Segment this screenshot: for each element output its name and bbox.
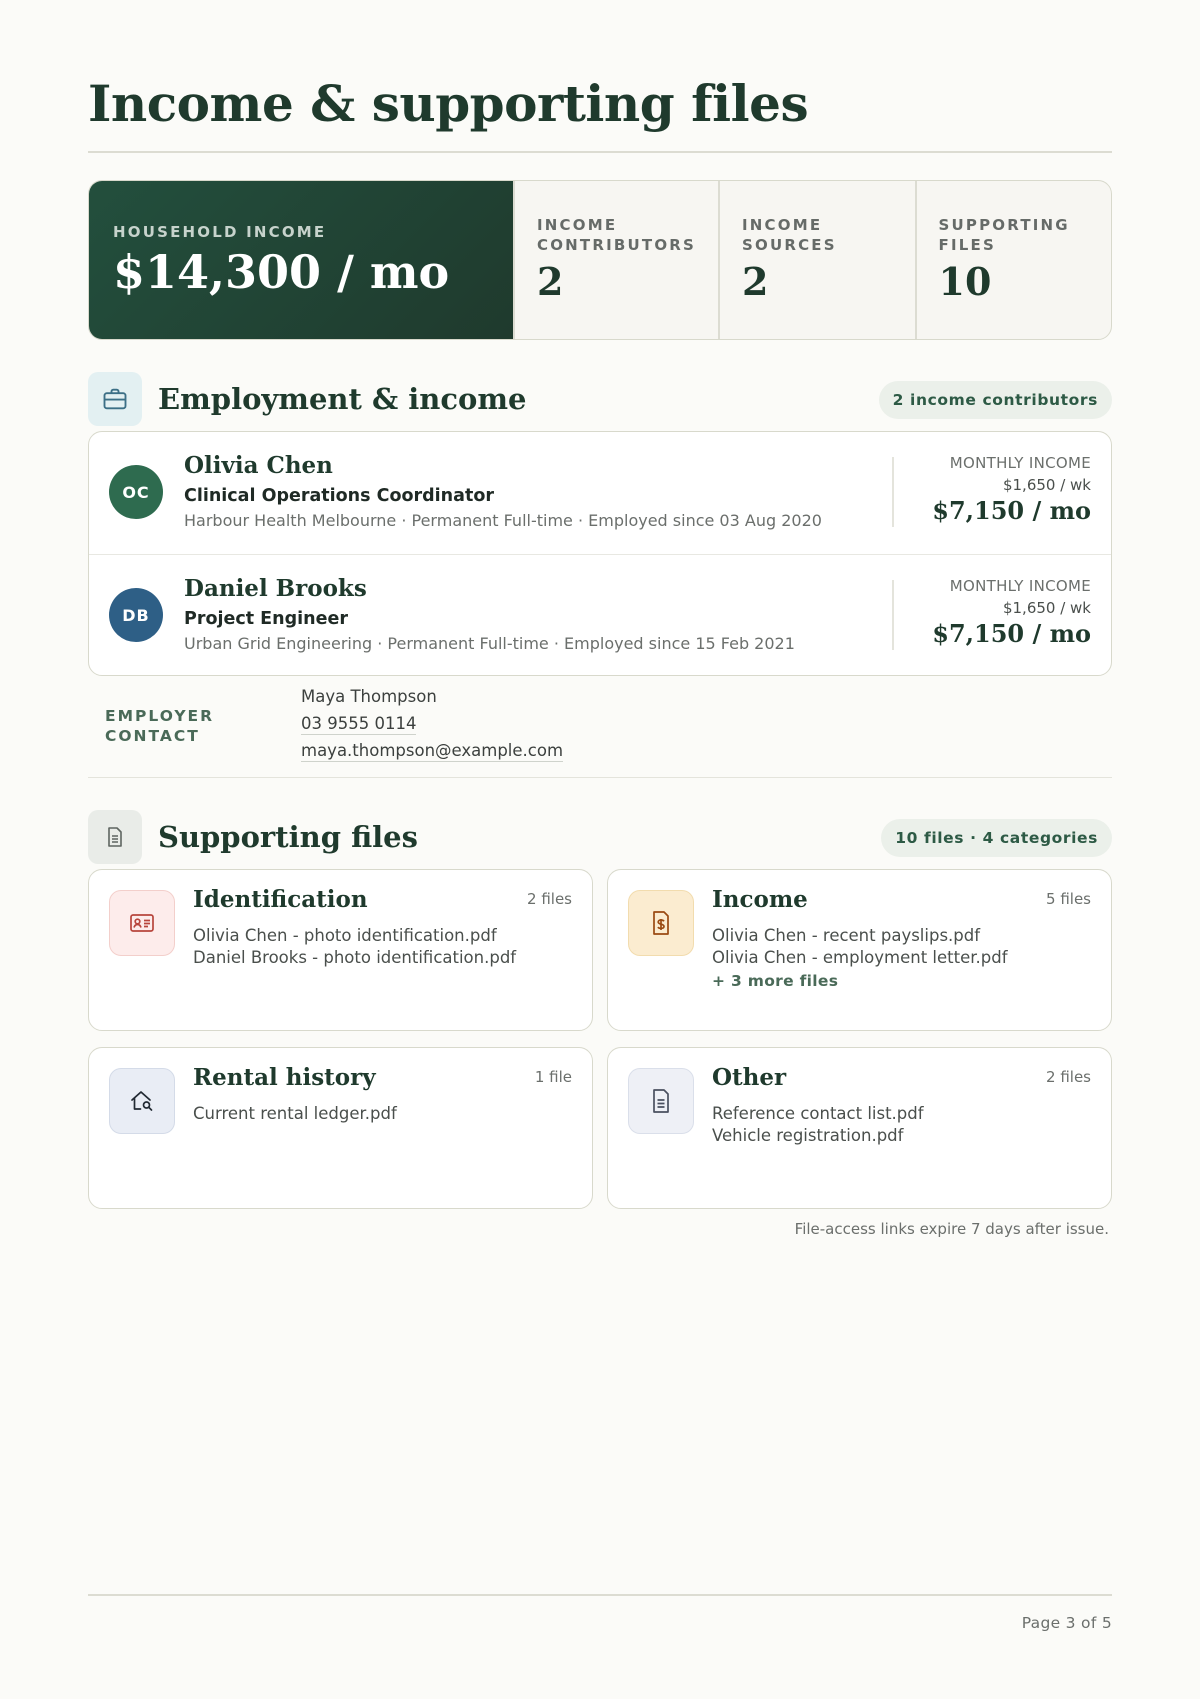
file-access-note: File-access links expire 7 days after issue. [794, 1220, 1109, 1238]
monthly-income-label: MONTHLY INCOME [949, 454, 1091, 472]
files-section-title: Supporting files [158, 820, 418, 854]
employment-card [88, 431, 1112, 676]
file-name[interactable]: Olivia Chen - photo identification.pdf [193, 926, 497, 945]
file-category-other[interactable] [607, 1047, 1112, 1209]
dollar-document-icon [628, 890, 694, 956]
avatar: OC [109, 465, 163, 519]
file-list [193, 1103, 397, 1125]
stat-value: 10 [938, 259, 992, 304]
avatar: DB [109, 588, 163, 642]
category-title: Income [712, 886, 808, 913]
stat-supporting-files [915, 181, 1112, 339]
stat-income-sources [718, 181, 915, 339]
document-icon [628, 1068, 694, 1134]
monthly-income-block [932, 577, 1091, 648]
file-count: 1 file [534, 1068, 572, 1086]
weekly-income: $1,650 / wk [1002, 599, 1091, 617]
employment-section-title: Employment & income [158, 382, 527, 416]
document-icon [88, 810, 142, 864]
files-section-header [88, 810, 1112, 866]
file-count: 2 files [527, 890, 572, 908]
stat-value: 2 [537, 259, 564, 304]
person-role: Clinical Operations Coordinator [184, 486, 494, 506]
category-title: Other [712, 1064, 787, 1091]
contact-name: Maya Thompson [301, 687, 437, 706]
page [88, 0, 1112, 1699]
file-name[interactable]: Olivia Chen - employment letter.pdf [712, 948, 1008, 967]
household-income-value: $14,300 / mo [113, 245, 450, 299]
employer-contact-label: EMPLOYER CONTACT [105, 707, 215, 745]
category-title: Rental history [193, 1064, 376, 1091]
file-name[interactable]: Olivia Chen - recent payslips.pdf [712, 926, 981, 945]
page-number: Page 3 of 5 [1021, 1614, 1112, 1632]
category-title: Identification [193, 886, 368, 913]
file-category-income[interactable] [607, 869, 1112, 1031]
page-title: Income & supporting files [88, 74, 809, 133]
files-badge: 10 files · 4 categories [881, 819, 1112, 857]
household-income-tile [89, 181, 513, 339]
monthly-income: $7,150 / mo [932, 496, 1091, 525]
id-card-icon [109, 890, 175, 956]
file-count: 2 files [1046, 1068, 1091, 1086]
file-list [712, 925, 1008, 992]
weekly-income: $1,650 / wk [1002, 476, 1091, 494]
person-role: Project Engineer [184, 609, 348, 629]
employment-details: Urban Grid Engineering · Permanent Full-time · Employed since 15 Feb 2021 [184, 634, 795, 653]
income-summary [88, 180, 1112, 340]
footer-divider [88, 1594, 1112, 1596]
file-name[interactable]: Reference contact list.pdf [712, 1104, 924, 1123]
household-income-label: HOUSEHOLD INCOME [113, 223, 327, 241]
file-list [712, 1103, 924, 1147]
house-search-icon [109, 1068, 175, 1134]
stat-value: 2 [742, 259, 769, 304]
employment-details: Harbour Health Melbourne · Permanent Full-time · Employed since 03 Aug 2020 [184, 511, 822, 530]
stat-label: SUPPORTING FILES [938, 216, 1070, 254]
stat-income-contributors [513, 181, 718, 339]
contact-email-link[interactable]: maya.thompson@example.com [301, 741, 564, 760]
row-divider [892, 457, 894, 527]
file-count: 5 files [1046, 890, 1091, 908]
contributors-badge: 2 income contributors [879, 381, 1112, 419]
title-divider [88, 151, 1112, 153]
monthly-income-label: MONTHLY INCOME [949, 577, 1091, 595]
person-name: Daniel Brooks [184, 575, 367, 602]
monthly-income-block [932, 454, 1091, 525]
employer-contact [88, 686, 1112, 778]
contact-phone-link[interactable]: 03 9555 0114 [301, 714, 417, 733]
person-name: Olivia Chen [184, 452, 333, 479]
file-category-identification[interactable] [88, 869, 593, 1031]
briefcase-icon [88, 372, 142, 426]
more-files-link[interactable]: + 3 more files [712, 972, 839, 990]
employment-row [89, 554, 1111, 675]
file-list [193, 925, 516, 969]
employment-row [89, 432, 1111, 553]
stat-label: INCOME CONTRIBUTORS [537, 216, 697, 254]
file-category-rental-history[interactable] [88, 1047, 593, 1209]
file-name[interactable]: Daniel Brooks - photo identification.pdf [193, 948, 517, 967]
employment-section-header [88, 372, 1112, 428]
file-name[interactable]: Current rental ledger.pdf [193, 1104, 397, 1123]
file-name[interactable]: Vehicle registration.pdf [712, 1126, 904, 1145]
monthly-income: $7,150 / mo [932, 619, 1091, 648]
row-divider [892, 580, 894, 650]
stat-label: INCOME SOURCES [742, 216, 837, 254]
